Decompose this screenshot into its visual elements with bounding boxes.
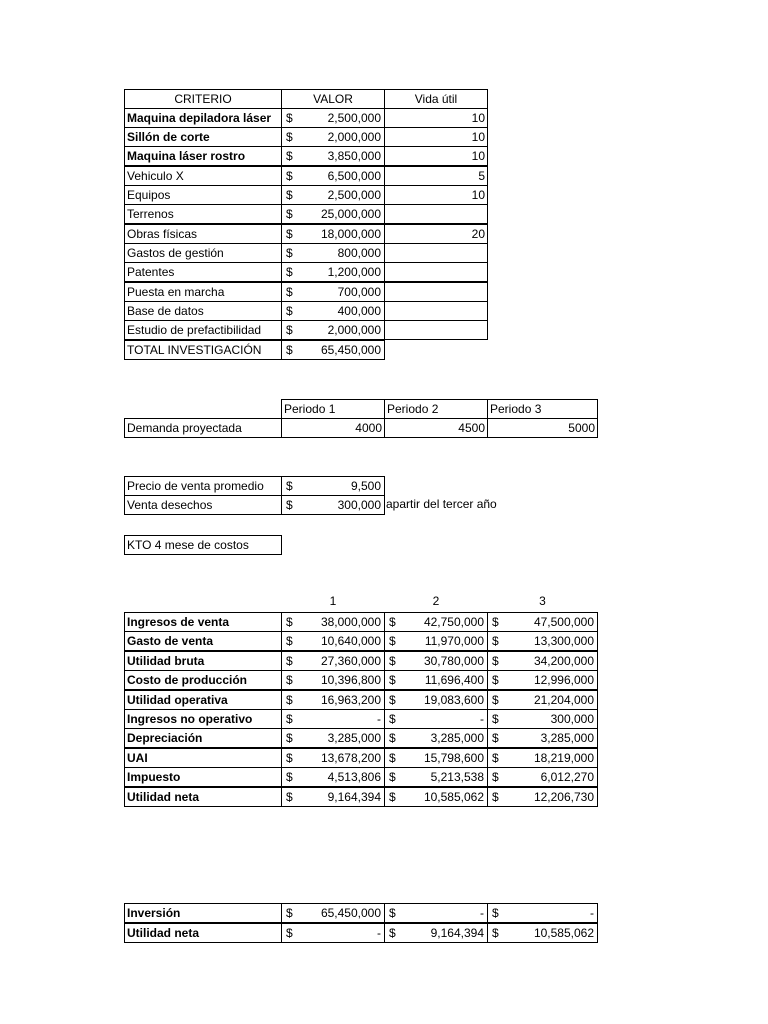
currency-symbol: $ (286, 673, 293, 687)
criterio-vida: 10 (384, 185, 488, 205)
resultados-row-value (487, 612, 598, 632)
resultados-row-value (384, 631, 488, 651)
amount: 42,750,000 (423, 615, 484, 629)
flujo-row-value (384, 903, 488, 923)
currency-symbol: $ (389, 693, 396, 707)
header-valor: VALOR (281, 89, 385, 109)
currency-symbol: $ (286, 654, 293, 668)
currency-symbol: $ (389, 712, 396, 726)
resultados-row-value (487, 670, 598, 690)
amount: 65,450,000 (320, 906, 381, 920)
currency-symbol: $ (286, 343, 293, 357)
amount: 3,285,000 (540, 731, 594, 745)
amount: 400,000 (337, 304, 381, 318)
currency-symbol: $ (286, 323, 293, 337)
amount: 19,083,600 (423, 693, 484, 707)
amount: 12,996,000 (533, 673, 594, 687)
resultados-row-label: Utilidad bruta (124, 651, 282, 671)
currency-symbol: $ (389, 654, 396, 668)
criterio-label: Terrenos (124, 204, 282, 224)
flujo-row-value (487, 923, 598, 943)
amount: - (480, 906, 484, 920)
criterio-label: Vehiculo X (124, 166, 282, 186)
total-valor (281, 340, 385, 360)
criterio-vida (384, 320, 488, 340)
currency-symbol: $ (286, 790, 293, 804)
demanda-value: 4000 (281, 418, 385, 438)
header-year-3: 3 (539, 594, 546, 608)
currency-symbol: $ (286, 770, 293, 784)
currency-symbol: $ (389, 634, 396, 648)
currency-symbol: $ (492, 673, 499, 687)
currency-symbol: $ (492, 731, 499, 745)
amount: 13,678,200 (320, 751, 381, 765)
amount: - (377, 712, 381, 726)
amount: 6,012,270 (540, 770, 594, 784)
resultados-row-value (487, 728, 598, 748)
criterio-label: Patentes (124, 262, 282, 282)
header-year-2: 2 (432, 594, 440, 608)
currency-symbol: $ (286, 285, 293, 299)
resultados-row-label: Ingresos no operativo (124, 709, 282, 729)
criterio-valor (281, 185, 385, 205)
resultados-row-value (281, 631, 385, 651)
resultados-row-value (487, 787, 598, 807)
resultados-row-value (384, 709, 488, 729)
resultados-row-value (281, 690, 385, 710)
header-periodo-2: Periodo 2 (384, 399, 488, 419)
amount: 12,206,730 (533, 790, 594, 804)
currency-symbol: $ (389, 751, 396, 765)
currency-symbol: $ (492, 770, 499, 784)
demanda-value: 5000 (487, 418, 598, 438)
currency-symbol: $ (286, 188, 293, 202)
amount: 34,200,000 (533, 654, 594, 668)
resultados-row-label: UAI (124, 748, 282, 768)
amount: 300,000 (550, 712, 594, 726)
amount: 13,300,000 (533, 634, 594, 648)
precio-label: Precio de venta promedio (124, 476, 282, 496)
criterio-vida (384, 204, 488, 224)
currency-symbol: $ (389, 926, 396, 940)
amount: 4,513,806 (327, 770, 381, 784)
flujo-row-value (487, 903, 598, 923)
criterio-vida (384, 262, 488, 282)
currency-symbol: $ (286, 926, 293, 940)
resultados-row-value (487, 651, 598, 671)
amount: 9,500 (350, 479, 381, 493)
resultados-row-value (281, 767, 385, 787)
amount: 15,798,600 (423, 751, 484, 765)
criterio-label: Sillón de corte (124, 127, 282, 147)
demanda-label: Demanda proyectada (124, 418, 282, 438)
criterio-label: Equipos (124, 185, 282, 205)
criterio-valor (281, 204, 385, 224)
currency-symbol: $ (492, 926, 499, 940)
amount: 38,000,000 (320, 615, 381, 629)
resultados-row-value (384, 767, 488, 787)
currency-symbol: $ (286, 169, 293, 183)
currency-symbol: $ (286, 693, 293, 707)
currency-symbol: $ (286, 906, 293, 920)
resultados-row-value (281, 651, 385, 671)
amount: 11,696,400 (424, 673, 484, 687)
currency-symbol: $ (286, 246, 293, 260)
header-periodo-3: Periodo 3 (487, 399, 598, 419)
flujo-row-label: Inversión (124, 903, 282, 923)
resultados-row-value (487, 631, 598, 651)
criterio-vida: 10 (384, 127, 488, 147)
criterio-label: Gastos de gestión (124, 243, 282, 263)
flujo-row-value (281, 903, 385, 923)
resultados-row-label: Utilidad operativa (124, 690, 282, 710)
currency-symbol: $ (389, 790, 396, 804)
currency-symbol: $ (286, 751, 293, 765)
resultados-row-value (487, 690, 598, 710)
currency-symbol: $ (286, 498, 293, 512)
currency-symbol: $ (286, 479, 293, 493)
amount: 9,164,394 (327, 790, 381, 804)
criterio-label: Puesta en marcha (124, 282, 282, 302)
amount: - (377, 926, 381, 940)
total-label: TOTAL INVESTIGACIÓN (124, 340, 282, 360)
criterio-valor (281, 108, 385, 128)
amount: - (590, 906, 594, 920)
criterio-vida: 10 (384, 108, 488, 128)
amount: 5,213,538 (430, 770, 484, 784)
currency-symbol: $ (492, 615, 499, 629)
header-vida-util: Vida útil (384, 89, 488, 109)
criterio-vida: 20 (384, 224, 488, 244)
amount: 10,585,062 (533, 926, 594, 940)
resultados-row-value (384, 612, 488, 632)
currency-symbol: $ (286, 130, 293, 144)
currency-symbol: $ (389, 906, 396, 920)
criterio-valor (281, 243, 385, 263)
criterio-valor (281, 282, 385, 302)
flujo-row-label: Utilidad neta (124, 923, 282, 943)
amount: 10,396,800 (320, 673, 381, 687)
currency-symbol: $ (286, 111, 293, 125)
amount: 10,640,000 (320, 634, 381, 648)
header-periodo-1: Periodo 1 (281, 399, 385, 419)
kto-label: KTO 4 mese de costos (124, 535, 282, 555)
precio-value (281, 495, 385, 515)
amount: 2,000,000 (327, 130, 381, 144)
venta-desechos-note: apartir del tercer año (386, 497, 497, 511)
criterio-valor (281, 166, 385, 186)
currency-symbol: $ (286, 712, 293, 726)
resultados-row-value (384, 690, 488, 710)
criterio-valor (281, 301, 385, 321)
currency-symbol: $ (286, 265, 293, 279)
criterio-vida: 5 (384, 166, 488, 186)
amount: 2,500,000 (327, 188, 381, 202)
resultados-row-value (281, 670, 385, 690)
currency-symbol: $ (389, 770, 396, 784)
resultados-row-value (384, 651, 488, 671)
currency-symbol: $ (286, 227, 293, 241)
amount: 2,000,000 (327, 323, 381, 337)
criterio-label: Maquina láser rostro (124, 146, 282, 166)
currency-symbol: $ (286, 149, 293, 163)
resultados-row-value (384, 787, 488, 807)
criterio-vida: 10 (384, 146, 488, 166)
resultados-row-label: Depreciación (124, 728, 282, 748)
amount: 25,000,000 (320, 207, 381, 221)
resultados-row-value (281, 612, 385, 632)
criterio-valor (281, 262, 385, 282)
currency-symbol: $ (286, 731, 293, 745)
resultados-row-value (384, 748, 488, 768)
header-year-1: 1 (329, 594, 337, 608)
demanda-value: 4500 (384, 418, 488, 438)
criterio-valor (281, 146, 385, 166)
currency-symbol: $ (389, 673, 396, 687)
criterio-label: Estudio de prefactibilidad (124, 320, 282, 340)
criterio-label: Base de datos (124, 301, 282, 321)
criterio-vida (384, 243, 488, 263)
currency-symbol: $ (492, 712, 499, 726)
currency-symbol: $ (492, 906, 499, 920)
amount: 3,285,000 (327, 731, 381, 745)
amount: 18,219,000 (533, 751, 594, 765)
amount: 3,850,000 (327, 149, 381, 163)
resultados-row-value (384, 670, 488, 690)
resultados-row-value (281, 728, 385, 748)
currency-symbol: $ (492, 654, 499, 668)
criterio-label: Maquina depiladora láser (124, 108, 282, 128)
resultados-row-label: Utilidad neta (124, 787, 282, 807)
resultados-row-value (487, 767, 598, 787)
precio-label: Venta desechos (124, 495, 282, 515)
criterio-valor (281, 127, 385, 147)
amount: 3,285,000 (430, 731, 484, 745)
resultados-row-value (384, 728, 488, 748)
currency-symbol: $ (492, 693, 499, 707)
flujo-row-value (281, 923, 385, 943)
currency-symbol: $ (492, 634, 499, 648)
currency-symbol: $ (286, 304, 293, 318)
amount: - (480, 712, 484, 726)
currency-symbol: $ (286, 207, 293, 221)
amount: 2,500,000 (327, 111, 381, 125)
resultados-row-label: Costo de producción (124, 670, 282, 690)
resultados-row-value (281, 787, 385, 807)
amount: 1,200,000 (327, 265, 381, 279)
criterio-vida (384, 301, 488, 321)
amount: 10,585,062 (423, 790, 484, 804)
criterio-vida (384, 282, 488, 302)
currency-symbol: $ (389, 615, 396, 629)
amount: 16,963,200 (320, 693, 381, 707)
amount: 700,000 (337, 285, 381, 299)
amount: 18,000,000 (320, 227, 381, 241)
criterio-valor (281, 320, 385, 340)
currency-symbol: $ (492, 790, 499, 804)
amount: 6,500,000 (327, 169, 381, 183)
resultados-row-value (487, 748, 598, 768)
currency-symbol: $ (286, 634, 293, 648)
amount: 65,450,000 (320, 343, 381, 357)
resultados-row-value (487, 709, 598, 729)
amount: 11,970,000 (424, 634, 484, 648)
criterio-label: Obras físicas (124, 224, 282, 244)
amount: 21,204,000 (533, 693, 594, 707)
resultados-row-label: Impuesto (124, 767, 282, 787)
resultados-row-value (281, 709, 385, 729)
header-criterio: CRITERIO (124, 89, 282, 109)
resultados-row-value (281, 748, 385, 768)
currency-symbol: $ (286, 615, 293, 629)
amount: 27,360,000 (320, 654, 381, 668)
flujo-row-value (384, 923, 488, 943)
amount: 800,000 (337, 246, 381, 260)
amount: 9,164,394 (430, 926, 484, 940)
amount: 30,780,000 (423, 654, 484, 668)
resultados-row-label: Gasto de venta (124, 631, 282, 651)
amount: 300,000 (337, 498, 381, 512)
criterio-valor (281, 224, 385, 244)
currency-symbol: $ (389, 731, 396, 745)
amount: 47,500,000 (533, 615, 594, 629)
resultados-row-label: Ingresos de venta (124, 612, 282, 632)
currency-symbol: $ (492, 751, 499, 765)
precio-value (281, 476, 385, 496)
